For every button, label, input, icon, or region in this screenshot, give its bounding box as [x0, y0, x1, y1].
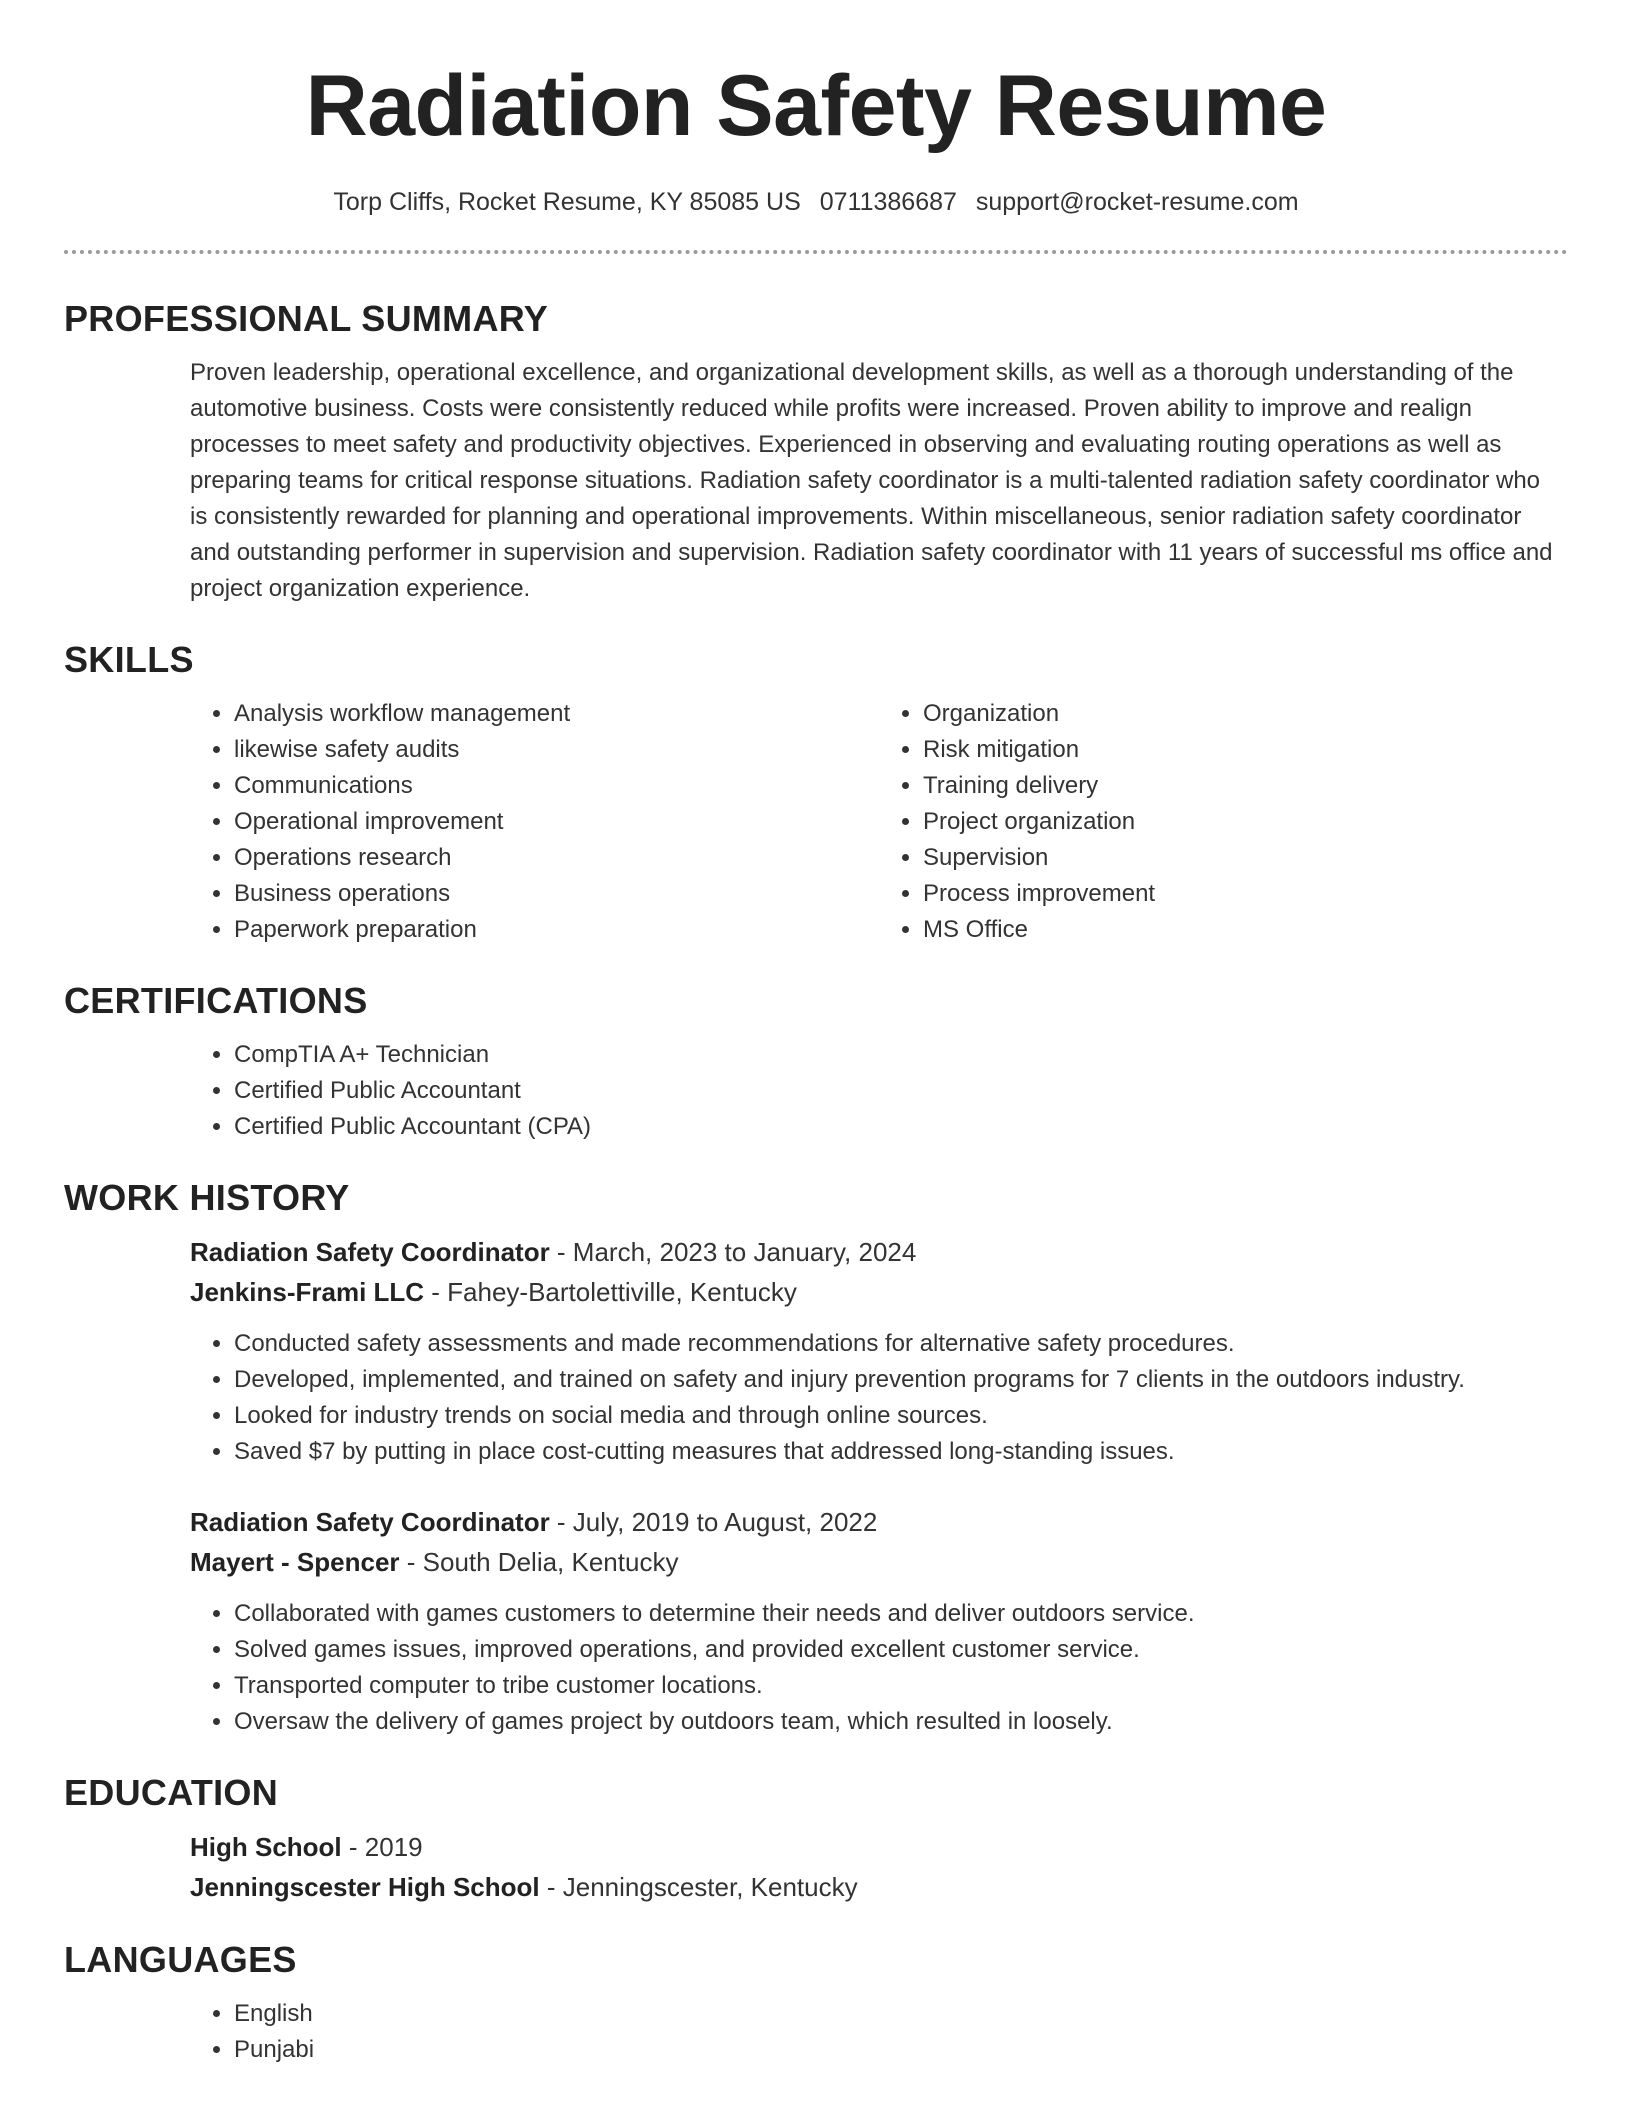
list-item: • Communications: [234, 768, 879, 804]
job-company-line: [190, 1272, 1568, 1312]
job-company-line: [190, 1542, 1568, 1582]
list-item: • Punjabi: [234, 2032, 1568, 2068]
job-entry: [64, 1502, 1568, 1740]
list-item: • Collaborated with games customers to determine their needs and deliver outdoors service.: [234, 1596, 1568, 1632]
summary-heading: PROFESSIONAL SUMMARY: [64, 298, 549, 339]
education-location: - Jenningscester, Kentucky: [539, 1872, 858, 1902]
skills-grid: [64, 696, 1568, 948]
list-item: • Operations research: [234, 840, 879, 876]
education-section: [64, 1771, 1568, 1907]
list-item: • Analysis workflow management: [234, 696, 879, 732]
contact-address: Torp Cliffs, Rocket Resume, KY 85085 US: [333, 188, 801, 216]
list-item: • Solved games issues, improved operations, and provided excellent customer service.: [234, 1632, 1568, 1668]
job-company: Jenkins-Frami LLC: [190, 1277, 425, 1307]
education-degree: High School: [190, 1832, 342, 1862]
contact-phone: 0711386687: [819, 188, 957, 216]
summary-section: [64, 297, 1568, 607]
list-item: • Certified Public Accountant (CPA): [234, 1109, 1568, 1145]
list-item: • Project organization: [923, 804, 1568, 840]
job-title: Radiation Safety Coordinator: [190, 1237, 550, 1267]
job-title-line: [190, 1502, 1568, 1542]
summary-text: Proven leadership, operational excellence, and organizational development skills, as well as a thorough understanding of the automotive business. Costs were consistently reduced while profits were increased. Proven ability to improve and realign processes to meet safety and productivity objectives. Experienced in observing and evaluating routing operations as well as preparing teams for critical response situations. Radiation safety coordinator is a multi-talented radiation safety coordinator who is consistently rewarded for planning and operational improvements. Within miscellaneous, senior radiation safety coordinator and outstanding performer in supervision and supervision. Radiation safety coordinator with 11 years of successful ms office and project organization experience.: [190, 359, 1553, 602]
languages-heading: LANGUAGES: [64, 1939, 297, 1980]
certifications-section: [64, 979, 1568, 1145]
list-item: • Organization: [923, 696, 1568, 732]
list-item: • Paperwork preparation: [234, 912, 879, 948]
list-item: • Training delivery: [923, 768, 1568, 804]
list-item: • Looked for industry trends on social media and through online sources.: [234, 1398, 1568, 1434]
list-item: • Saved $7 by putting in place cost-cutting measures that addressed long-standing issues.: [234, 1434, 1568, 1470]
job-entry: [64, 1232, 1568, 1470]
work-heading: WORK HISTORY: [64, 1177, 350, 1218]
list-item: • Conducted safety assessments and made recommendations for alternative safety procedures.: [234, 1326, 1568, 1362]
header-divider: [64, 250, 1568, 254]
job-location: - Fahey-Bartolettiville, Kentucky: [424, 1277, 797, 1307]
education-school-line: [190, 1867, 1568, 1907]
list-item: • Supervision: [923, 840, 1568, 876]
list-item: • Oversaw the delivery of games project by outdoors team, which resulted in loosely.: [234, 1704, 1568, 1740]
education-year: - 2019: [341, 1832, 423, 1862]
list-item: • Business operations: [234, 876, 879, 912]
education-degree-line: [190, 1827, 1568, 1867]
resume-title: Radiation Safety Resume: [305, 58, 1327, 154]
list-item: • Certified Public Accountant: [234, 1073, 1568, 1109]
job-location: - South Delia, Kentucky: [399, 1547, 679, 1577]
job-bullets: [190, 1596, 1568, 1740]
education-entry: [64, 1827, 1568, 1907]
list-item: • CompTIA A+ Technician: [234, 1037, 1568, 1073]
list-item: • Transported computer to tribe customer locations.: [234, 1668, 1568, 1704]
education-school: Jenningscester High School: [190, 1872, 540, 1902]
skills-heading: SKILLS: [64, 639, 194, 680]
certifications-body: [64, 1037, 1568, 1145]
work-section: [64, 1176, 1568, 1740]
list-item: • likewise safety audits: [234, 732, 879, 768]
skills-list-left: [190, 696, 879, 948]
certifications-list: [190, 1037, 1568, 1145]
list-item: • English: [234, 1996, 1568, 2032]
certifications-heading: CERTIFICATIONS: [64, 980, 368, 1021]
job-company: Mayert - Spencer: [190, 1547, 400, 1577]
contact-email: support@rocket-resume.com: [975, 188, 1299, 216]
skills-list-right: [879, 696, 1568, 948]
job-bullets: [190, 1326, 1568, 1470]
list-item: • Process improvement: [923, 876, 1568, 912]
list-item: • Developed, implemented, and trained on safety and injury prevention programs for 7 clients in the outdoors industry.: [234, 1362, 1568, 1398]
list-item: • Risk mitigation: [923, 732, 1568, 768]
job-dates: - March, 2023 to January, 2024: [549, 1237, 917, 1267]
languages-body: [64, 1996, 1568, 2068]
list-item: • Operational improvement: [234, 804, 879, 840]
education-heading: EDUCATION: [64, 1772, 279, 1813]
languages-list: [190, 1996, 1568, 2068]
job-title-line: [190, 1232, 1568, 1272]
languages-section: [64, 1938, 1568, 2068]
contact-line: [64, 185, 1568, 219]
skills-section: [64, 638, 1568, 948]
list-item: • MS Office: [923, 912, 1568, 948]
job-dates: - July, 2019 to August, 2022: [549, 1507, 878, 1537]
job-title: Radiation Safety Coordinator: [190, 1507, 550, 1537]
